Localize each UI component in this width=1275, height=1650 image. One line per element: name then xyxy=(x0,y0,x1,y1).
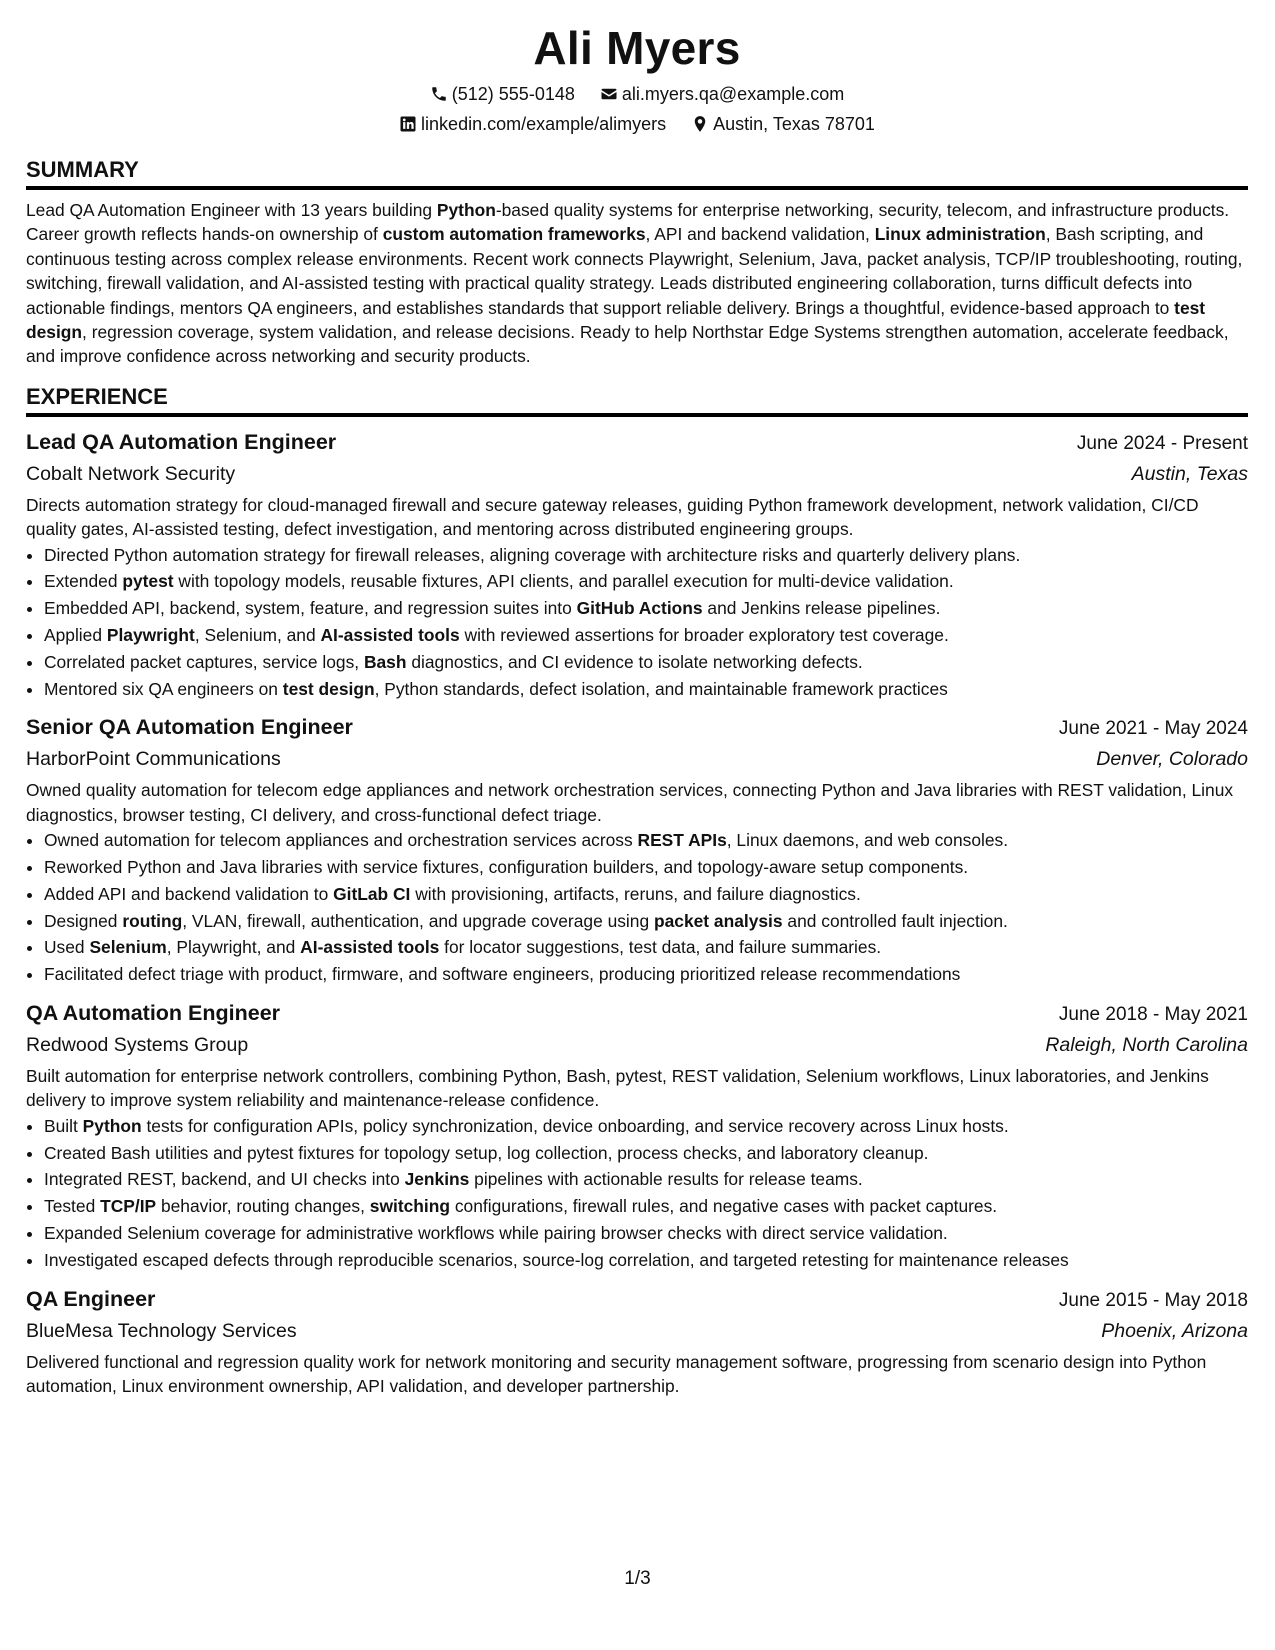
bold-keyword: GitHub Actions xyxy=(576,598,703,619)
job-entry xyxy=(26,712,1248,988)
bold-keyword: AI-assisted tools xyxy=(300,937,440,958)
bold-keyword: GitLab CI xyxy=(333,883,411,904)
job-bullet: • Added API and backend validation to GitLab CI with provisioning, artifacts, reruns, and failure diagnostics. xyxy=(44,881,1248,908)
company-name: Cobalt Network Security xyxy=(26,462,236,485)
linkedin-contact[interactable] xyxy=(399,112,666,136)
job-bullet: • Reworked Python and Java libraries with service fixtures, configuration builders, and topology-aware setup components. xyxy=(44,854,1248,881)
job-dates: June 2018 - May 2021 xyxy=(1058,1004,1248,1026)
job-title: QA Automation Engineer xyxy=(26,1001,281,1026)
job-bullet: • Designed routing, VLAN, firewall, authentication, and upgrade coverage using packet analysis and controlled fault injection. xyxy=(44,908,1248,935)
job-bullet: • Expanded Selenium coverage for administrative workflows while pairing browser checks with direct service validation. xyxy=(44,1220,1248,1247)
job-location: Raleigh, North Carolina xyxy=(1045,1034,1248,1057)
job-company-row xyxy=(26,459,1248,489)
phone-icon xyxy=(430,85,448,103)
job-company-row xyxy=(26,1316,1248,1346)
experience-list xyxy=(26,427,1248,1399)
linkedin-icon xyxy=(399,115,417,133)
job-dates: June 2021 - May 2024 xyxy=(1058,718,1248,740)
job-bullet: • Embedded API, backend, system, feature, and regression suites into GitHub Actions and Jenkins release pipelines. xyxy=(44,595,1248,622)
resume-page xyxy=(26,20,1248,1398)
job-bullet: • Mentored six QA engineers on test design, Python standards, defect isolation, and maintainable framework practices xyxy=(44,676,1248,703)
job-title: Senior QA Automation Engineer xyxy=(26,715,353,740)
bold-keyword: Bash xyxy=(363,651,407,672)
job-bullet: • Built Python tests for configuration APIs, policy synchronization, device onboarding, and service recovery across Linux hosts. xyxy=(44,1113,1248,1140)
bold-keyword: AI-assisted tools xyxy=(320,625,460,646)
experience-heading: EXPERIENCE xyxy=(26,383,1248,417)
summary-heading: SUMMARY xyxy=(26,156,1248,190)
job-header-row xyxy=(26,1284,1248,1316)
bold-keyword: packet analysis xyxy=(653,910,783,931)
bold-keyword: switching xyxy=(369,1196,450,1217)
job-title: QA Engineer xyxy=(26,1286,156,1311)
map-pin-icon xyxy=(691,115,709,133)
job-location: Phoenix, Arizona xyxy=(1101,1319,1248,1342)
bold-keyword: pytest xyxy=(122,571,174,592)
phone-number: (512) 555-0148 xyxy=(451,84,575,104)
job-header-row xyxy=(26,998,1248,1030)
bold-keyword: Python xyxy=(436,200,496,220)
job-dates: June 2024 - Present xyxy=(1076,432,1248,454)
job-bullet: • Correlated packet captures, service logs, Bash diagnostics, and CI evidence to isolate networking defects. xyxy=(44,649,1248,676)
summary-paragraph: Lead QA Automation Engineer with 13 years building Python-based quality systems for enterprise networking, security, telecom, and infrastructure products. Career growth reflects hands-on ownership of custom automation frameworks, API and backend validation, Linux administration, Bash scripting, and continuous testing across complex release environments. Recent work connects Playwright, Selenium, Java, packet analysis, TCP/IP troubleshooting, routing, switching, firewall validation, and AI-assisted testing with practical quality strategy. Leads distributed engineering collaboration, turns difficult defects into actionable findings, mentors QA engineers, and establishes standards that support reliable delivery. Brings a thoughtful, evidence-based approach to test design, regression coverage, system validation, and release decisions. Ready to help Northstar Edge Systems strengthen automation, accelerate feedback, and improve confidence across networking and security products. xyxy=(26,200,1243,367)
job-bullet-list xyxy=(26,542,1248,703)
bold-keyword: test design xyxy=(26,297,1206,343)
candidate-name: Ali Myers xyxy=(533,22,741,74)
company-name: BlueMesa Technology Services xyxy=(26,1319,297,1342)
email-address[interactable]: ali.myers.qa@example.com xyxy=(621,84,845,104)
job-location: Denver, Colorado xyxy=(1096,748,1248,771)
bold-keyword: Jenkins xyxy=(404,1169,470,1190)
job-dates: June 2015 - May 2018 xyxy=(1058,1289,1248,1311)
job-entry xyxy=(26,427,1248,703)
company-name: HarborPoint Communications xyxy=(26,748,281,771)
job-entry xyxy=(26,1284,1248,1399)
phone-contact xyxy=(430,82,575,106)
job-bullet: • Tested TCP/IP behavior, routing changes, switching configurations, firewall rules, and negative cases with packet captures. xyxy=(44,1193,1248,1220)
location-contact xyxy=(691,112,875,136)
job-company-row xyxy=(26,744,1248,774)
envelope-icon xyxy=(600,85,618,103)
bold-keyword: test design xyxy=(282,678,375,699)
bold-keyword: Playwright xyxy=(106,625,195,646)
bold-keyword: Python xyxy=(82,1115,142,1136)
contact-line-1 xyxy=(26,82,1248,106)
bold-keyword: REST APIs xyxy=(637,830,727,851)
job-description: Directs automation strategy for cloud-managed firewall and secure gateway releases, guiding Python framework development, network validation, CI/CD quality gates, AI-assisted testing, defect investigation, and mentoring across distributed engineering groups. xyxy=(26,494,1199,540)
job-bullet: • Directed Python automation strategy for firewall releases, aligning coverage with architecture risks and quarterly delivery plans. xyxy=(44,542,1248,569)
job-bullet: • Facilitated defect triage with product, firmware, and software engineers, producing prioritized release recommendations xyxy=(44,961,1248,988)
bold-keyword: custom automation frameworks xyxy=(382,224,646,245)
bold-keyword: Linux administration xyxy=(874,224,1046,245)
job-header-row xyxy=(26,427,1248,459)
job-company-row xyxy=(26,1030,1248,1060)
email-contact[interactable] xyxy=(600,82,844,106)
job-description: Delivered functional and regression quality work for network monitoring and security management software, progressing from scenario design into Python automation, Linux environment ownership, API validation, and developer partnership. xyxy=(26,1351,1207,1397)
company-name: Redwood Systems Group xyxy=(26,1034,249,1057)
bold-keyword: routing xyxy=(122,910,183,931)
linkedin-url[interactable]: linkedin.com/example/alimyers xyxy=(421,114,667,134)
job-bullet: • Used Selenium, Playwright, and AI-assisted tools for locator suggestions, test data, and failure summaries. xyxy=(44,934,1248,961)
job-bullet-list xyxy=(26,1113,1248,1274)
job-description: Owned quality automation for telecom edge appliances and network orchestration services, connecting Python and Java libraries with REST validation, Linux diagnostics, browser testing, CI delivery, and cross-functional defect triage. xyxy=(26,780,1234,825)
job-location: Austin, Texas xyxy=(1131,462,1248,485)
job-title: Lead QA Automation Engineer xyxy=(26,429,337,454)
job-bullet: • Owned automation for telecom appliances and orchestration services across REST APIs, Linux daemons, and web consoles. xyxy=(44,827,1248,854)
job-bullet: • Integrated REST, backend, and UI checks into Jenkins pipelines with actionable results for release teams. xyxy=(44,1166,1248,1193)
location-text: Austin, Texas 78701 xyxy=(713,114,875,134)
page-number: 1/3 xyxy=(624,1568,651,1589)
bold-keyword: TCP/IP xyxy=(100,1196,157,1217)
job-entry xyxy=(26,998,1248,1274)
job-bullet: • Created Bash utilities and pytest fixtures for topology setup, log collection, process checks, and laboratory cleanup. xyxy=(44,1140,1248,1167)
job-bullet: • Investigated escaped defects through reproducible scenarios, source-log correlation, and targeted retesting for maintenance releases xyxy=(44,1247,1248,1274)
job-bullet-list xyxy=(26,827,1248,988)
job-bullet: • Extended pytest with topology models, reusable fixtures, API clients, and parallel execution for multi-device validation. xyxy=(44,568,1248,595)
bold-keyword: Selenium xyxy=(89,937,167,958)
job-bullet: • Applied Playwright, Selenium, and AI-assisted tools with reviewed assertions for broader exploratory test coverage. xyxy=(44,622,1248,649)
contact-line-2 xyxy=(26,112,1248,136)
job-description: Built automation for enterprise network controllers, combining Python, Bash, pytest, REST validation, Selenium workflows, Linux laboratories, and Jenkins delivery to improve system reliability and maintenance-release confidence. xyxy=(26,1066,1209,1111)
job-header-row xyxy=(26,712,1248,744)
